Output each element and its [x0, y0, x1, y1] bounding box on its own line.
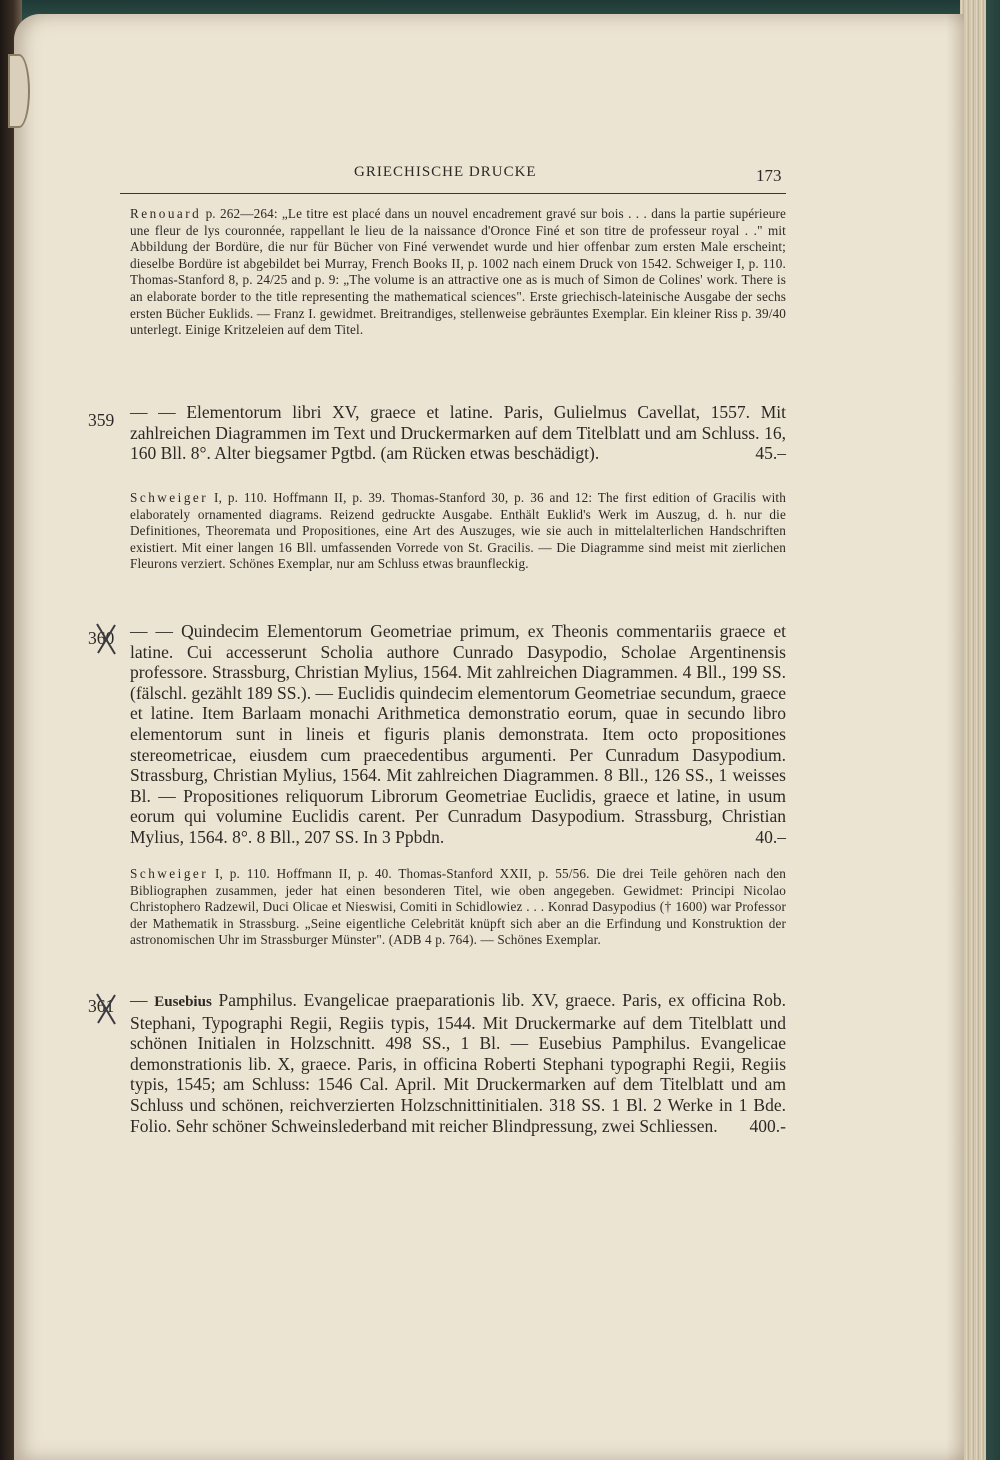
entry-359-note — [130, 490, 786, 573]
note-text: I, p. 110. Hoffmann II, p. 40. Thomas-Stanford XXII, p. 55/56. Die drei Teile gehören nach den Bibliographen zusammen, jeder hat einen besonderen Titel, wie oben angegeben. Gewidmet: Principi Nicolao Christophero Radzewil, Duci Olicae et Nieswisi, Comiti in Schidlowiez . . . Konrad Dasypodius († 1600) war Professor der Mathematik in Strassburg. „Seine eigentliche Celebrität knüpft sich aber an die Erfindung und Konstruktion der astronomischen Uhr im Strassburger Münster". (ADB 4 p. 764). — Schönes Exemplar. — [130, 866, 786, 948]
header-rule — [120, 193, 786, 194]
note-text: p. 262—264: „Le titre est placé dans un nouvel encadrement gravé sur bois . . . dans la partie supérieure une fleur de lys couronnée, rappellant le lieu de la naissance d'Oronce Finé et son titre de professeur royal . ." mit Abbildung der Bordüre, die nur für Bücher von Finé verwendet wurde und hier offenbar zum ersten Male erscheint; dieselbe Bordüre ist abgebildet bei Murray, French Books II, p. 1002 nach einem Druck von 1542. Schweiger I, p. 110. Thomas-Stanford 8, p. 24/25 and p. 9: „The volume is an attractive one as is much of Simon de Colines' work. There is an elaborate border to the title representing the mathematical sciences". Erste griechisch-lateinische Ausgabe der sechs ersten Bücher Euklids. — Franz I. gewidmet. Breitrandiges, stellenweise gebräuntes Exemplar. Ein kleiner Riss p. 39/40 unterlegt. Einige Kritzeleien auf dem Titel. — [130, 206, 786, 338]
pencil-cross-mark — [94, 992, 118, 1026]
entry-number: 360 — [88, 628, 115, 648]
entry-361 — [130, 990, 786, 1136]
entry-name: Eusebius — [154, 994, 212, 1010]
entry-text: Elementorum libri XV, graece et latine. Paris, Gulielmus Cavellat, 1557. Mit zahlreichen Diagrammen im Text und Druckermarken auf dem Titelblatt und am Schluss. 16, 160 Bll. 8°. Alter biegsamer Pgtbd. (am Rücken etwas beschädigt). — [130, 402, 787, 464]
note-lead: Renouard — [130, 206, 202, 221]
entry-price: 40.– — [755, 826, 786, 847]
entry-text: Quindecim Elementorum Geometriae primum, ex Theonis commentariis graece et latine. Cui accesserunt Scholia authore Cunrado Dasypodio, Scholae Argentinensis professore. Strassburg, Christian Mylius, 1564. Mit zahlreichen Diagrammen. 4 Bll., 199 SS. (fälschl. gezählt 189 SS.). — Euclidis quindecim elementorum Geometriae secundum, graece et latine. Item Barlaam monachi Arithmetica demonstratio eorum, quae in secundo libro elementorum sunt in lineis et figuris planis demonstrata. Item octo propositiones stereometricae, eiusdem cum praecedentibus argumenti. Per Cunradum Dasypodium. Strassburg, Christian Mylius, 1564. Mit zahlreichen Diagrammen. 8 Bll., 126 SS., 1 weisses Bl. — Propositiones reliquorum Librorum Geometriae Euclidis, graece et latine, in usum eorum qui volumine Euclidis carent. Per Cunradum Dasypodium. Strassburg, Christian Mylius, 1564. 8°. 8 Bll., 207 SS. In 3 Ppbdn. — [130, 621, 786, 847]
running-header: GRIECHISCHE DRUCKE — [354, 164, 537, 180]
entry-number: 359 — [88, 410, 115, 430]
note-lead: Schweiger — [130, 490, 209, 505]
note-lead: Schweiger — [130, 866, 209, 881]
intro-note — [130, 206, 786, 339]
entry-360 — [130, 621, 786, 848]
entry-dash: — — — [130, 621, 174, 641]
page-number: 173 — [756, 166, 782, 185]
entry-number: 361 — [88, 996, 115, 1016]
entry-dash: — — — [130, 402, 176, 422]
entry-360-note — [130, 866, 786, 949]
note-text: I, p. 110. Hoffmann II, p. 39. Thomas-Stanford 30, p. 36 and 12: The first edition of Gracilis with elaborately ornamented diagrams. Reizend gedruckte Ausgabe. Enthält Euklid's Werk im Auszug, d. h. nur die Definitiones, Theoremata und Propositiones, eine Art des Auszuges, wie sie auch in mittelalterlichen Handschriften existiert. Mit einer langen 16 Bll. umfassenden Vorrede von St. Gracilis. — Die Diagramme sind meist mit zierlichen Fleurons verziert. Schönes Exemplar, nur am Schluss etwas braunfleckig. — [130, 490, 786, 572]
pencil-cross-mark — [94, 622, 118, 656]
entry-text: Pamphilus. Evangelicae praeparationis lib. XV, graece. Paris, ex officina Rob. Stephani, Typographi Regii, Regiis typis, 1544. Mit Druckermarke auf dem Titelblatt und schönen Initialen in Holzschnitt. 498 SS., 1 Bl. — Eusebius Pamphilus. Evangelicae demonstrationis lib. X, graece. Paris, in officina Roberti Stephani typographi Regii, Regiis typis, 1545; am Schluss: 1546 Cal. April. Mit Druckermarken auf dem Titelblatt und am Schluss und schönen, reichverzierten Holzschnittinitialen. 318 SS. 1 Bl. 2 Werke in 1 Bde. Folio. Sehr schöner Schweinslederband mit reicher Blindpressung, zwei Schliessen. — [130, 990, 786, 1136]
entry-price: 400.- — [749, 1115, 786, 1136]
entry-359 — [130, 402, 786, 464]
entry-dash: — — [130, 990, 148, 1010]
entry-price: 45.– — [755, 443, 786, 464]
